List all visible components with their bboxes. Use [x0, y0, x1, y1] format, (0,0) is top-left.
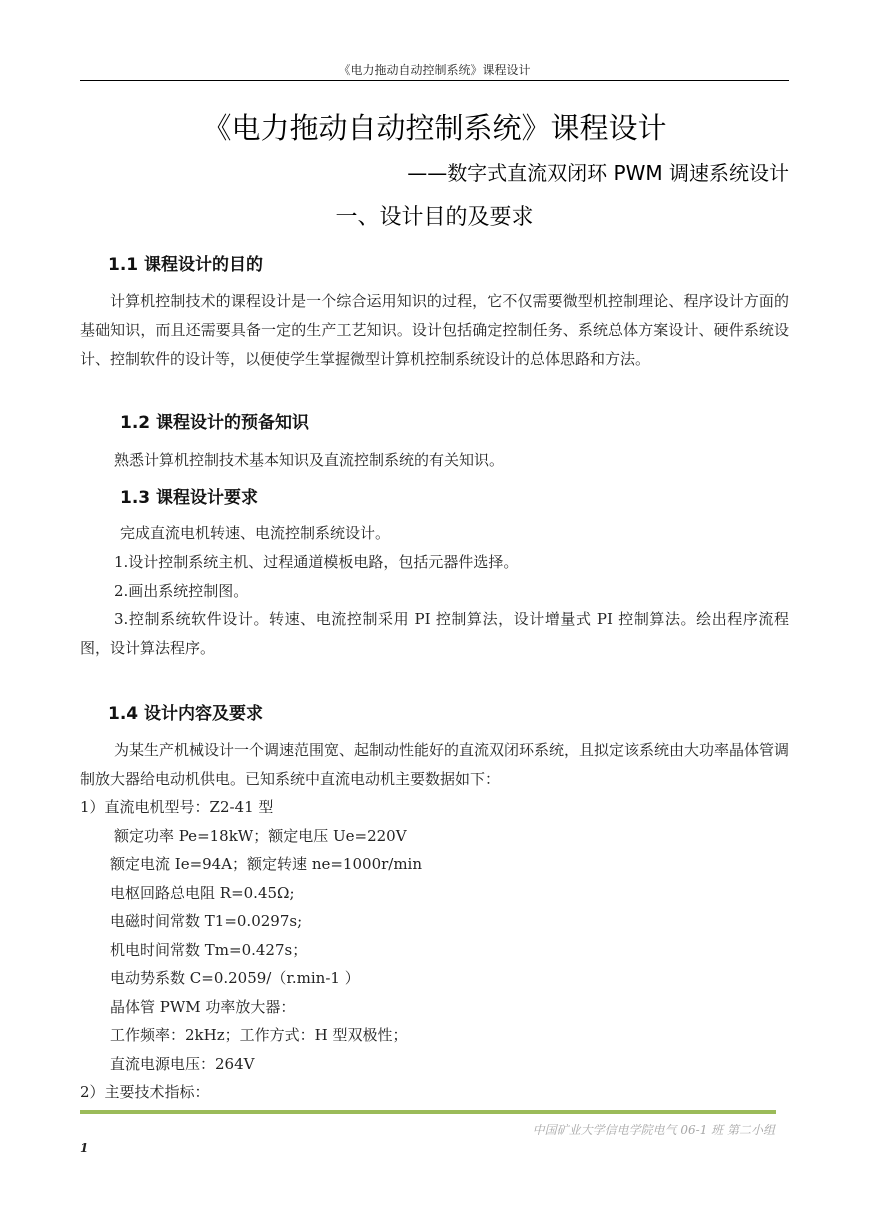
motor-param-line: 电动势系数 C=0.2059/（r.min-1 ） — [110, 969, 360, 987]
section-heading-1-3: 1.3 课程设计要求 — [120, 488, 259, 508]
running-header: 《电力拖动自动控制系统》课程设计 — [338, 63, 531, 77]
motor-param-line: 电枢回路总电阻 R=0.45Ω; — [110, 884, 295, 902]
section-heading-1-1: 1.1 课程设计的目的 — [108, 255, 264, 275]
section-1-2-body: 熟悉计算机控制技术基本知识及直流控制系统的有关知识。 — [114, 451, 505, 469]
motor-param-line: 电磁时间常数 T1=0.0297s; — [110, 912, 303, 930]
motor-param-line: 工作频率：2kHz；工作方式：H 型双极性； — [110, 1026, 408, 1044]
motor-param-line: 额定电流 Ie=94A；额定转速 ne=1000r/min — [110, 855, 423, 873]
motor-param-line: 额定功率 Pe=18kW；额定电压 Ue=220V — [114, 827, 407, 845]
footer-text: 中国矿业大学信电学院电气 06-1 班 第二小组 — [532, 1123, 775, 1137]
header-divider — [80, 80, 789, 81]
section-heading-1-4: 1.4 设计内容及要求 — [108, 704, 264, 724]
footer-divider — [80, 1110, 776, 1114]
requirement-item-1: 1.设计控制系统主机、过程通道模板电路，包括元器件选择。 — [114, 553, 519, 571]
requirement-item-2: 2.画出系统控制图。 — [114, 582, 249, 600]
technical-index-line: 2）主要技术指标： — [80, 1083, 210, 1101]
motor-param-line: 机电时间常数 Tm=0.427s； — [110, 941, 308, 959]
document-subtitle: ——数字式直流双闭环 PWM 调速系统设计 — [407, 161, 789, 185]
chapter-heading: 一、设计目的及要求 — [335, 205, 534, 230]
section-1-1-body: 计算机控制技术的课程设计是一个综合运用知识的过程，它不仅需要微型机控制理论、程序设计方面的基础知识，而且还需要具备一定的生产工艺知识。设计包括确定控制任务、系统总体方案设计、硬件系统设计、控制软件的设计等，以便使学生掌握微型计算机控制系统设计的总体思路和方法。 — [80, 292, 789, 368]
section-1-4-body: 为某生产机械设计一个调速范围宽、起制动性能好的直流双闭环系统，且拟定该系统由大功率晶体管调制放大器给电动机供电。已知系统中直流电动机主要数据如下： — [80, 741, 790, 788]
motor-model-line: 1）直流电机型号：Z2-41 型 — [80, 798, 274, 816]
document-title: 《电力拖动自动控制系统》课程设计 — [202, 111, 667, 145]
section-1-3-intro: 完成直流电机转速、电流控制系统设计。 — [120, 524, 391, 542]
section-heading-1-2: 1.2 课程设计的预备知识 — [120, 413, 310, 433]
page-number: 1 — [80, 1141, 89, 1155]
motor-param-line: 直流电源电压：264V — [110, 1055, 255, 1073]
motor-param-line: 晶体管 PWM 功率放大器： — [110, 998, 296, 1016]
requirement-item-3: 3.控制系统软件设计。转速、电流控制采用 PI 控制算法，设计增量式 PI 控制算法。绘出程序流程图，设计算法程序。 — [80, 610, 789, 657]
